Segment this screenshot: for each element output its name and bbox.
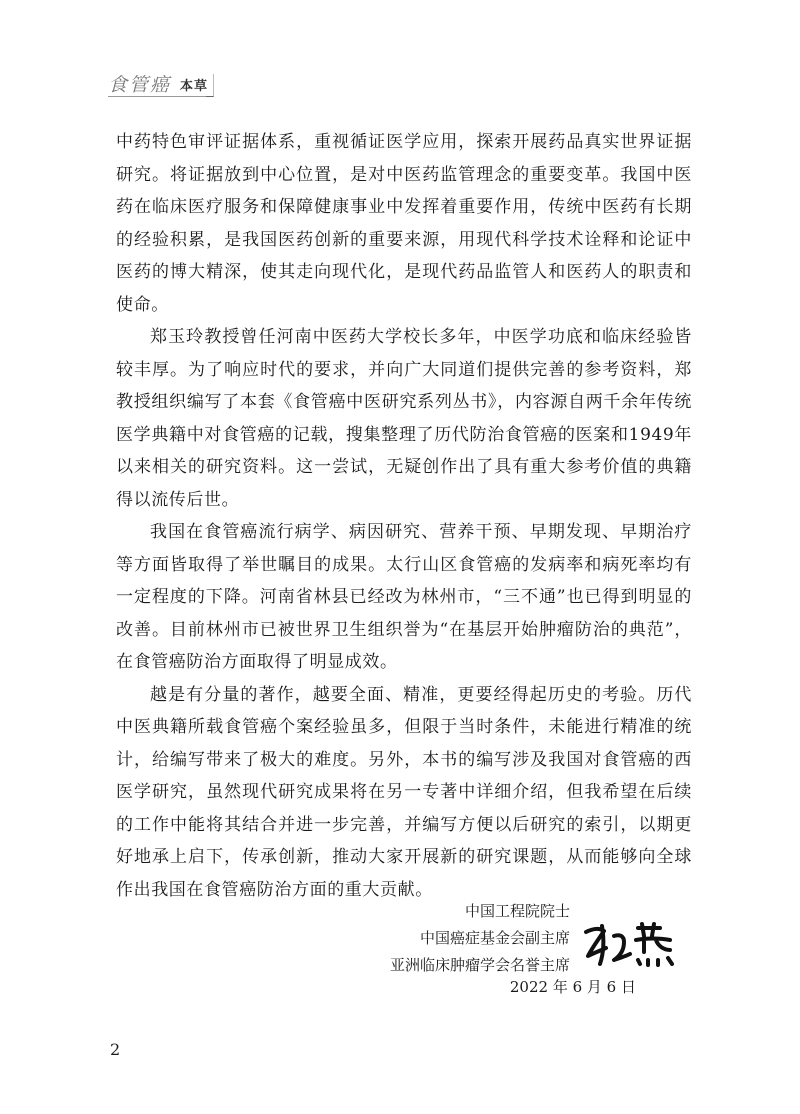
header-rule: [108, 96, 206, 97]
handwritten-signature-icon: [580, 918, 690, 968]
author-title-line: 中国癌症基金会副主席: [419, 929, 570, 947]
author-titles: [390, 898, 570, 979]
author-title-line: 亚洲临床肿瘤学会名誉主席: [389, 956, 570, 974]
paragraph: 越是有分量的著作，越要全面、精准，更要经得起历史的考验。历代中医典籍所载食管癌个案经验虽多，但限于当时条件，未能进行精准的统计，给编写带来了极大的难度。另外，本书的编写涉及我国对食管癌的西医学研究，虽然现代研究成果将在另一专著中详细介绍，但我希望在后续的工作中能将其结合并进一步完善，并编写方便以后研究的索引，以期更好地承上启下，传承创新，推动大家开展新的研究课题，从而能够向全球作出我国在食管癌防治方面的重大贡献。: [116, 684, 692, 900]
page-number: 2: [110, 1040, 121, 1059]
author-title-line: 中国工程院院士: [464, 902, 570, 920]
paragraph: 我国在食管癌流行病学、病因研究、营养干预、早期发现、早期治疗等方面皆取得了举世瞩目的成果。太行山区食管癌的发病率和病死率均有一定程度的下降。河南省林县已经改为林州市，“三不通”也已得到明显的改善。目前林州市已被世界卫生组织誉为“在基层开始肿瘤防治的典范”，在食管癌防治方面取得了明显成效。: [116, 522, 692, 672]
preface-body: [116, 126, 692, 906]
paragraph: 郑玉玲教授曾任河南中医药大学校长多年，中医学功底和临床经验皆较丰厚。为了响应时代的要求，并向广大同道们提供完善的参考资料，郑教授组织编写了本套《食管癌中医研究系列丛书》，内容源自两千余年传统医学典籍中对食管癌的记载，搜集整理了历代防治食管癌的医案和1949年以来相关的研究资料。这一尝试，无疑创作出了具有重大参考价值的典籍得以流传后世。: [116, 327, 692, 510]
preface-date: 2022 年 6 月 6 日: [509, 978, 636, 996]
paragraph: 中药特色审评证据体系，重视循证医学应用，探索开展药品真实世界证据研究。将证据放到中心位置，是对中医药监管理念的重要变革。我国中医药在临床医疗服务和保障健康事业中发挥着重要作用，传统中医药有长期的经验积累，是我国医药创新的重要来源，用现代科学技术诠释和论证中医药的博大精深，使其走向现代化，是现代药品监管人和医药人的职责和使命。: [116, 132, 692, 315]
running-header-title: 食管癌: [108, 74, 172, 96]
running-header-tag: 本草: [175, 74, 214, 97]
running-header: [108, 70, 214, 97]
